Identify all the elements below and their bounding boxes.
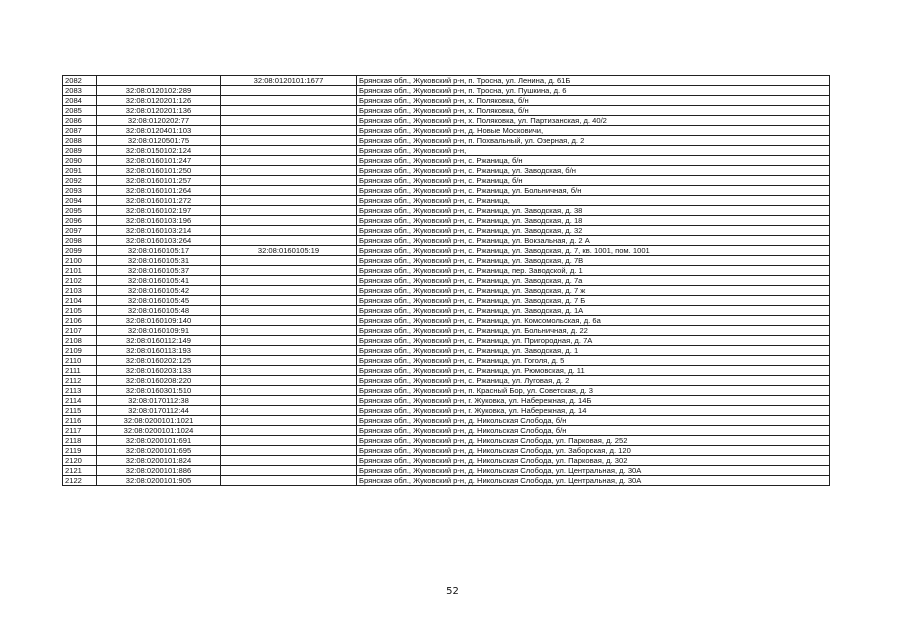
secondary-cadastral-number-cell xyxy=(221,316,357,326)
secondary-cadastral-number-cell xyxy=(221,156,357,166)
address-cell: Брянская обл., Жуковский р-н, с. Ржаница, ул. Заводская, д. 18 xyxy=(357,216,830,226)
secondary-cadastral-number-cell xyxy=(221,436,357,446)
address-cell: Брянская обл., Жуковский р-н, с. Ржаница, ул. Больничная, д. 22 xyxy=(357,326,830,336)
cadastral-number-cell: 32:08:0160101:264 xyxy=(97,186,221,196)
cadastral-number-cell: 32:08:0160101:272 xyxy=(97,196,221,206)
cadastral-number-cell: 32:08:0160112:149 xyxy=(97,336,221,346)
cadastral-number-cell: 32:08:0160103:214 xyxy=(97,226,221,236)
address-cell: Брянская обл., Жуковский р-н, д. Никольская Слобода, б/н xyxy=(357,416,830,426)
address-cell: Брянская обл., Жуковский р-н, с. Ржаница, ул. Заводская, б/н xyxy=(357,166,830,176)
secondary-cadastral-number-cell xyxy=(221,146,357,156)
register-table-body xyxy=(63,76,830,486)
address-cell: Брянская обл., Жуковский р-н, с. Ржаница, ул. Заводская, д. 38 xyxy=(357,206,830,216)
row-number-cell: 2095 xyxy=(63,206,97,216)
table-row xyxy=(63,366,830,376)
address-cell: Брянская обл., Жуковский р-н, с. Ржаница, б/н xyxy=(357,156,830,166)
cadastral-number-cell: 32:08:0160102:197 xyxy=(97,206,221,216)
row-number-cell: 2106 xyxy=(63,316,97,326)
cadastral-number-cell: 32:08:0200101:1024 xyxy=(97,426,221,436)
table-row xyxy=(63,446,830,456)
secondary-cadastral-number-cell xyxy=(221,416,357,426)
secondary-cadastral-number-cell xyxy=(221,446,357,456)
table-row xyxy=(63,356,830,366)
row-number-cell: 2082 xyxy=(63,76,97,86)
cadastral-number-cell: 32:08:0160109:140 xyxy=(97,316,221,326)
secondary-cadastral-number-cell xyxy=(221,386,357,396)
cadastral-number-cell: 32:08:0160109:91 xyxy=(97,326,221,336)
page-number: 52 xyxy=(446,586,459,597)
secondary-cadastral-number-cell xyxy=(221,396,357,406)
secondary-cadastral-number-cell xyxy=(221,296,357,306)
table-row xyxy=(63,146,830,156)
cadastral-number-cell: 32:08:0160202:125 xyxy=(97,356,221,366)
table-row xyxy=(63,166,830,176)
secondary-cadastral-number-cell xyxy=(221,186,357,196)
cadastral-number-cell: 32:08:0160105:48 xyxy=(97,306,221,316)
cadastral-number-cell: 32:08:0200101:824 xyxy=(97,456,221,466)
cadastral-number-cell: 32:08:0160208:220 xyxy=(97,376,221,386)
row-number-cell: 2109 xyxy=(63,346,97,356)
secondary-cadastral-number-cell xyxy=(221,346,357,356)
row-number-cell: 2122 xyxy=(63,476,97,486)
table-row xyxy=(63,306,830,316)
address-cell: Брянская обл., Жуковский р-н, с. Ржаница, xyxy=(357,196,830,206)
address-cell: Брянская обл., Жуковский р-н, х. Поляковка, ул. Партизанская, д. 40/2 xyxy=(357,116,830,126)
table-row xyxy=(63,266,830,276)
secondary-cadastral-number-cell xyxy=(221,266,357,276)
address-cell: Брянская обл., Жуковский р-н, с. Ржаница, ул. Больничная, б/н xyxy=(357,186,830,196)
cadastral-number-cell: 32:08:0200101:695 xyxy=(97,446,221,456)
address-cell: Брянская обл., Жуковский р-н, с. Ржаница, ул. Луговая, д. 2 xyxy=(357,376,830,386)
address-cell: Брянская обл., Жуковский р-н, г. Жуковка, ул. Набережная, д. 14 xyxy=(357,406,830,416)
address-cell: Брянская обл., Жуковский р-н, с. Ржаница, ул. Заводская, д. 32 xyxy=(357,226,830,236)
secondary-cadastral-number-cell xyxy=(221,206,357,216)
row-number-cell: 2090 xyxy=(63,156,97,166)
address-cell: Брянская обл., Жуковский р-н, д. Никольская Слобода, ул. Заборская, д. 120 xyxy=(357,446,830,456)
cadastral-number-cell: 32:08:0160101:257 xyxy=(97,176,221,186)
address-cell: Брянская обл., Жуковский р-н, х. Поляковка, б/н xyxy=(357,96,830,106)
address-cell: Брянская обл., Жуковский р-н, с. Ржаница, ул. Заводская, д. 1 xyxy=(357,346,830,356)
cadastral-number-cell: 32:08:0150102:124 xyxy=(97,146,221,156)
secondary-cadastral-number-cell xyxy=(221,306,357,316)
address-cell: Брянская обл., Жуковский р-н, xyxy=(357,146,830,156)
table-row xyxy=(63,336,830,346)
secondary-cadastral-number-cell xyxy=(221,336,357,346)
cadastral-number-cell: 32:08:0170112:38 xyxy=(97,396,221,406)
row-number-cell: 2114 xyxy=(63,396,97,406)
table-row xyxy=(63,126,830,136)
secondary-cadastral-number-cell xyxy=(221,116,357,126)
address-cell: Брянская обл., Жуковский р-н, х. Поляковка, б/н xyxy=(357,106,830,116)
address-cell: Брянская обл., Жуковский р-н, с. Ржаница, ул. Заводская, д. 1А xyxy=(357,306,830,316)
cadastral-number-cell: 32:08:0160101:247 xyxy=(97,156,221,166)
cadastral-number-cell: 32:08:0160105:41 xyxy=(97,276,221,286)
table-row xyxy=(63,106,830,116)
cadastral-number-cell: 32:08:0160103:196 xyxy=(97,216,221,226)
table-row xyxy=(63,246,830,256)
address-cell: Брянская обл., Жуковский р-н, с. Ржаница, б/н xyxy=(357,176,830,186)
cadastral-number-cell: 32:08:0160105:45 xyxy=(97,296,221,306)
cadastral-number-cell: 32:08:0160301:510 xyxy=(97,386,221,396)
secondary-cadastral-number-cell xyxy=(221,166,357,176)
row-number-cell: 2111 xyxy=(63,366,97,376)
row-number-cell: 2110 xyxy=(63,356,97,366)
row-number-cell: 2119 xyxy=(63,446,97,456)
secondary-cadastral-number-cell xyxy=(221,216,357,226)
address-cell: Брянская обл., Жуковский р-н, д. Никольская Слобода, ул. Парковая, д. 252 xyxy=(357,436,830,446)
cadastral-number-cell: 32:08:0160105:42 xyxy=(97,286,221,296)
secondary-cadastral-number-cell xyxy=(221,226,357,236)
table-row xyxy=(63,316,830,326)
row-number-cell: 2085 xyxy=(63,106,97,116)
secondary-cadastral-number-cell xyxy=(221,326,357,336)
table-row xyxy=(63,276,830,286)
table-row xyxy=(63,86,830,96)
cadastral-number-cell: 32:08:0160113:193 xyxy=(97,346,221,356)
address-cell: Брянская обл., Жуковский р-н, с. Ржаница, ул. Вокзальная, д. 2 А xyxy=(357,236,830,246)
row-number-cell: 2115 xyxy=(63,406,97,416)
secondary-cadastral-number-cell xyxy=(221,376,357,386)
address-cell: Брянская обл., Жуковский р-н, г. Жуковка, ул. Набережная, д. 14Б xyxy=(357,396,830,406)
row-number-cell: 2107 xyxy=(63,326,97,336)
secondary-cadastral-number-cell xyxy=(221,126,357,136)
cadastral-number-cell xyxy=(97,76,221,86)
row-number-cell: 2089 xyxy=(63,146,97,156)
cadastral-number-cell: 32:08:0160203:133 xyxy=(97,366,221,376)
address-cell: Брянская обл., Жуковский р-н, с. Ржаница, пер. Заводской, д. 1 xyxy=(357,266,830,276)
row-number-cell: 2096 xyxy=(63,216,97,226)
row-number-cell: 2083 xyxy=(63,86,97,96)
secondary-cadastral-number-cell xyxy=(221,356,357,366)
row-number-cell: 2084 xyxy=(63,96,97,106)
row-number-cell: 2092 xyxy=(63,176,97,186)
row-number-cell: 2099 xyxy=(63,246,97,256)
secondary-cadastral-number-cell xyxy=(221,456,357,466)
table-row xyxy=(63,256,830,266)
table-row xyxy=(63,136,830,146)
row-number-cell: 2088 xyxy=(63,136,97,146)
secondary-cadastral-number-cell xyxy=(221,406,357,416)
address-cell: Брянская обл., Жуковский р-н, с. Ржаница, ул. Комсомольская, д. 6а xyxy=(357,316,830,326)
row-number-cell: 2097 xyxy=(63,226,97,236)
secondary-cadastral-number-cell xyxy=(221,426,357,436)
address-cell: Брянская обл., Жуковский р-н, п. Тросна, ул. Пушкина, д. 6 xyxy=(357,86,830,96)
row-number-cell: 2098 xyxy=(63,236,97,246)
cadastral-number-cell: 32:08:0170112:44 xyxy=(97,406,221,416)
table-row xyxy=(63,376,830,386)
table-row xyxy=(63,456,830,466)
cadastral-number-cell: 32:08:0200101:905 xyxy=(97,476,221,486)
address-cell: Брянская обл., Жуковский р-н, п. Красный Бор, ул. Советская, д. 3 xyxy=(357,386,830,396)
secondary-cadastral-number-cell xyxy=(221,256,357,266)
cadastral-number-cell: 32:08:0200101:886 xyxy=(97,466,221,476)
cadastral-number-cell: 32:08:0160105:31 xyxy=(97,256,221,266)
cadastral-number-cell: 32:08:0160103:264 xyxy=(97,236,221,246)
cadastral-number-cell: 32:08:0160101:250 xyxy=(97,166,221,176)
row-number-cell: 2120 xyxy=(63,456,97,466)
row-number-cell: 2087 xyxy=(63,126,97,136)
address-cell: Брянская обл., Жуковский р-н, д. Никольская Слобода, ул. Парковая, д. 302 xyxy=(357,456,830,466)
secondary-cadastral-number-cell xyxy=(221,366,357,376)
address-cell: Брянская обл., Жуковский р-н, с. Ржаница, ул. Заводская, д. 7 Б xyxy=(357,296,830,306)
table-row xyxy=(63,196,830,206)
secondary-cadastral-number-cell xyxy=(221,196,357,206)
address-cell: Брянская обл., Жуковский р-н, с. Ржаница, ул. Заводская, д. 7а xyxy=(357,276,830,286)
secondary-cadastral-number-cell xyxy=(221,466,357,476)
table-row xyxy=(63,156,830,166)
table-row xyxy=(63,286,830,296)
cadastral-number-cell: 32:08:0120201:136 xyxy=(97,106,221,116)
address-cell: Брянская обл., Жуковский р-н, с. Ржаница, ул. Заводская, д. 7 ж xyxy=(357,286,830,296)
row-number-cell: 2086 xyxy=(63,116,97,126)
row-number-cell: 2100 xyxy=(63,256,97,266)
cadastral-number-cell: 32:08:0120401:103 xyxy=(97,126,221,136)
cadastral-number-cell: 32:08:0120102:289 xyxy=(97,86,221,96)
table-row xyxy=(63,296,830,306)
table-row xyxy=(63,76,830,86)
row-number-cell: 2101 xyxy=(63,266,97,276)
secondary-cadastral-number-cell xyxy=(221,476,357,486)
cadastral-number-cell: 32:08:0120202:77 xyxy=(97,116,221,126)
table-row xyxy=(63,236,830,246)
table-row xyxy=(63,206,830,216)
table-row xyxy=(63,226,830,236)
secondary-cadastral-number-cell: 32:08:0160105:19 xyxy=(221,246,357,256)
row-number-cell: 2102 xyxy=(63,276,97,286)
table-row xyxy=(63,96,830,106)
row-number-cell: 2117 xyxy=(63,426,97,436)
table-row xyxy=(63,116,830,126)
cadastral-number-cell: 32:08:0160105:17 xyxy=(97,246,221,256)
row-number-cell: 2103 xyxy=(63,286,97,296)
row-number-cell: 2094 xyxy=(63,196,97,206)
table-row xyxy=(63,426,830,436)
row-number-cell: 2104 xyxy=(63,296,97,306)
address-cell: Брянская обл., Жуковский р-н, с. Ржаница, ул. Рюмовская, д. 11 xyxy=(357,366,830,376)
address-cell: Брянская обл., Жуковский р-н, п. Тросна, ул. Ленина, д. 61Б xyxy=(357,76,830,86)
table-row xyxy=(63,436,830,446)
secondary-cadastral-number-cell xyxy=(221,276,357,286)
table-row xyxy=(63,416,830,426)
row-number-cell: 2093 xyxy=(63,186,97,196)
secondary-cadastral-number-cell xyxy=(221,286,357,296)
row-number-cell: 2091 xyxy=(63,166,97,176)
secondary-cadastral-number-cell xyxy=(221,136,357,146)
row-number-cell: 2121 xyxy=(63,466,97,476)
address-cell: Брянская обл., Жуковский р-н, д. Никольская Слобода, ул. Центральная, д. 30А xyxy=(357,466,830,476)
table-row xyxy=(63,326,830,336)
row-number-cell: 2116 xyxy=(63,416,97,426)
address-cell: Брянская обл., Жуковский р-н, с. Ржаница, ул. Заводская, д. 7В xyxy=(357,256,830,266)
address-cell: Брянская обл., Жуковский р-н, с. Ржаница, ул. Пригородная, д. 7А xyxy=(357,336,830,346)
address-cell: Брянская обл., Жуковский р-н, д. Никольская Слобода, б/н xyxy=(357,426,830,436)
cadastral-number-cell: 32:08:0200101:691 xyxy=(97,436,221,446)
secondary-cadastral-number-cell xyxy=(221,176,357,186)
secondary-cadastral-number-cell xyxy=(221,106,357,116)
secondary-cadastral-number-cell: 32:08:0120101:1677 xyxy=(221,76,357,86)
table-row xyxy=(63,176,830,186)
table-row xyxy=(63,346,830,356)
table-row xyxy=(63,406,830,416)
address-cell: Брянская обл., Жуковский р-н, п. Похвальный, ул. Озерная, д. 2 xyxy=(357,136,830,146)
secondary-cadastral-number-cell xyxy=(221,86,357,96)
row-number-cell: 2112 xyxy=(63,376,97,386)
table-row xyxy=(63,466,830,476)
row-number-cell: 2113 xyxy=(63,386,97,396)
row-number-cell: 2108 xyxy=(63,336,97,346)
cadastral-number-cell: 32:08:0160105:37 xyxy=(97,266,221,276)
table-row xyxy=(63,476,830,486)
register-table xyxy=(62,75,830,486)
secondary-cadastral-number-cell xyxy=(221,96,357,106)
cadastral-number-cell: 32:08:0120201:126 xyxy=(97,96,221,106)
row-number-cell: 2105 xyxy=(63,306,97,316)
address-cell: Брянская обл., Жуковский р-н, д. Новые Московичи, xyxy=(357,126,830,136)
address-cell: Брянская обл., Жуковский р-н, д. Никольская Слобода, ул. Центральная, д. 30А xyxy=(357,476,830,486)
address-cell: Брянская обл., Жуковский р-н, с. Ржаница, ул. Гоголя, д. 5 xyxy=(357,356,830,366)
table-row xyxy=(63,186,830,196)
secondary-cadastral-number-cell xyxy=(221,236,357,246)
address-cell: Брянская обл., Жуковский р-н, с. Ржаница, ул. Заводская, д. 7, кв. 1001, пом. 1001 xyxy=(357,246,830,256)
row-number-cell: 2118 xyxy=(63,436,97,446)
table-row xyxy=(63,386,830,396)
cadastral-number-cell: 32:08:0120501:75 xyxy=(97,136,221,146)
table-row xyxy=(63,216,830,226)
table-row xyxy=(63,396,830,406)
cadastral-number-cell: 32:08:0200101:1021 xyxy=(97,416,221,426)
